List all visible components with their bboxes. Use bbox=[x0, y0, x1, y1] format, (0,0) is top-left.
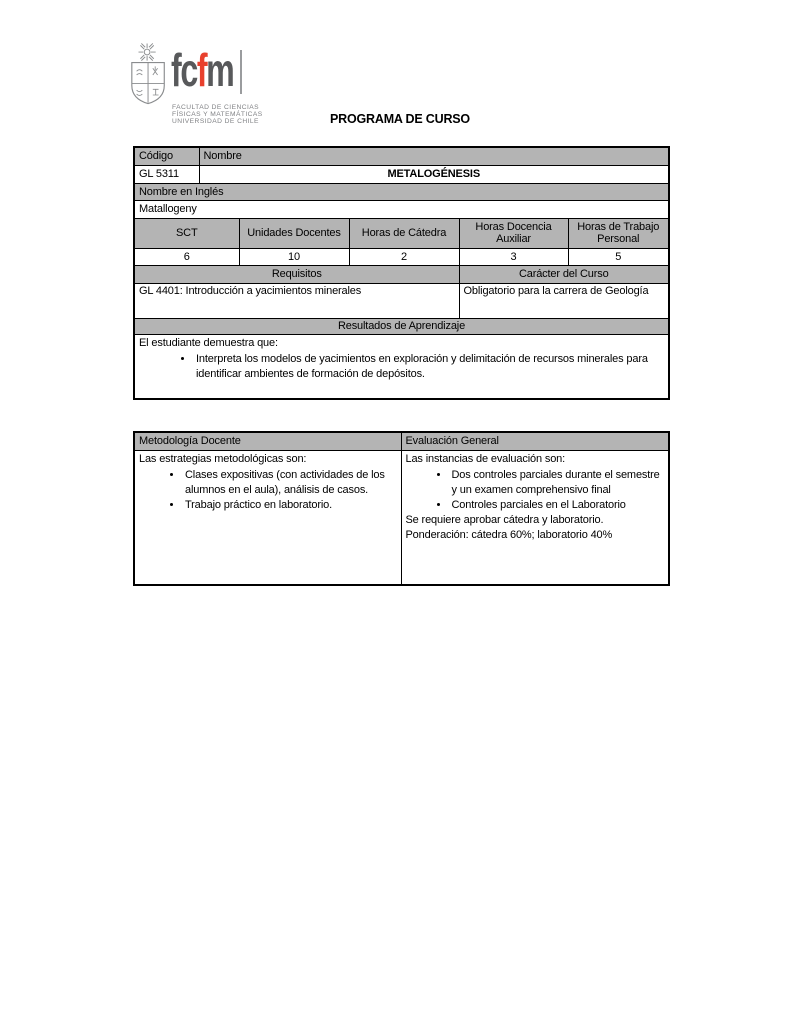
horas-docencia-header-cell: Horas Docencia Auxiliar bbox=[459, 218, 568, 248]
sct-value-cell: 6 bbox=[134, 248, 239, 265]
course-info-table bbox=[133, 146, 670, 400]
resultados-intro: El estudiante demuestra que: bbox=[139, 336, 278, 349]
evaluacion-intro: Las instancias de evaluación son: bbox=[405, 452, 566, 465]
metodologia-content-cell bbox=[134, 450, 401, 585]
evaluacion-header-cell: Evaluación General bbox=[401, 432, 669, 450]
horas-trabajo-value-cell: 5 bbox=[568, 248, 669, 265]
horas-catedra-value-cell: 2 bbox=[349, 248, 459, 265]
wordmark-fc: fc bbox=[171, 44, 197, 96]
horas-docencia-value-cell: 3 bbox=[459, 248, 568, 265]
wordmark-red-f: f bbox=[196, 44, 207, 96]
nombre-header-cell: Nombre bbox=[199, 147, 669, 165]
course-name-cell: METALOGÉNESIS bbox=[199, 165, 669, 183]
fcfm-wordmark bbox=[171, 44, 234, 96]
evaluacion-note-2: Ponderación: cátedra 60%; laboratorio 40% bbox=[405, 528, 613, 541]
codigo-header-cell: Código bbox=[134, 147, 199, 165]
codigo-value-cell: GL 5311 bbox=[134, 165, 199, 183]
unidades-docentes-header-cell: Unidades Docentes bbox=[239, 218, 349, 248]
english-name-value-cell: Matallogeny bbox=[134, 200, 669, 218]
logo-divider-bar bbox=[240, 50, 242, 94]
wordmark-m: m bbox=[206, 44, 234, 96]
resultados-header-cell: Resultados de Aprendizaje bbox=[134, 318, 669, 334]
horas-trabajo-header-cell: Horas de Trabajo Personal bbox=[568, 218, 669, 248]
metodologia-bullet-1: • Clases expositivas (con actividades de los alumnos en el aula), análisis de casos. bbox=[183, 468, 397, 498]
evaluacion-bullet-1: • Dos controles parciales durante el semestre y un examen comprehensivo final bbox=[450, 468, 665, 498]
evaluacion-content-cell bbox=[401, 450, 669, 585]
evaluacion-bullet-list bbox=[406, 468, 665, 513]
sct-header-cell: SCT bbox=[134, 218, 239, 248]
evaluacion-note-1: Se requiere aprobar cátedra y laboratorio. bbox=[405, 513, 604, 526]
requisitos-value-cell: GL 4401: Introducción a yacimientos minerales bbox=[134, 283, 459, 318]
horas-catedra-header-cell: Horas de Cátedra bbox=[349, 218, 459, 248]
metodologia-intro: Las estrategias metodológicas son: bbox=[139, 452, 307, 465]
metodologia-bullet-list bbox=[139, 468, 397, 513]
caracter-value-cell: Obligatorio para la carrera de Geología bbox=[459, 283, 669, 318]
resultados-content-cell bbox=[134, 334, 669, 399]
metodologia-bullet-2: • Trabajo práctico en laboratorio. bbox=[183, 498, 397, 513]
metodologia-header-cell: Metodología Docente bbox=[134, 432, 401, 450]
resultados-bullet-1: • Interpreta los modelos de yacimientos en exploración y delimitación de recursos minerales para identificar ambientes de formación de depósitos. bbox=[194, 352, 664, 382]
evaluacion-bullet-2: • Controles parciales en el Laboratorio bbox=[450, 498, 665, 513]
caracter-header-cell: Carácter del Curso bbox=[459, 265, 669, 283]
english-name-header-cell: Nombre en Inglés bbox=[134, 183, 669, 200]
methodology-evaluation-table bbox=[133, 431, 670, 586]
requisitos-header-cell: Requisitos bbox=[134, 265, 459, 283]
faculty-line-1: FACULTAD DE CIENCIAS bbox=[172, 104, 260, 111]
university-crest-icon bbox=[128, 42, 170, 106]
page-title: PROGRAMA DE CURSO bbox=[330, 112, 470, 126]
resultados-bullet-list bbox=[139, 352, 664, 382]
faculty-line-3: UNIVERSIDAD DE CHILE bbox=[172, 118, 259, 126]
unidades-docentes-value-cell: 10 bbox=[239, 248, 349, 265]
faculty-line-2: FÍSICAS Y MATEMÁTICAS bbox=[172, 111, 263, 119]
